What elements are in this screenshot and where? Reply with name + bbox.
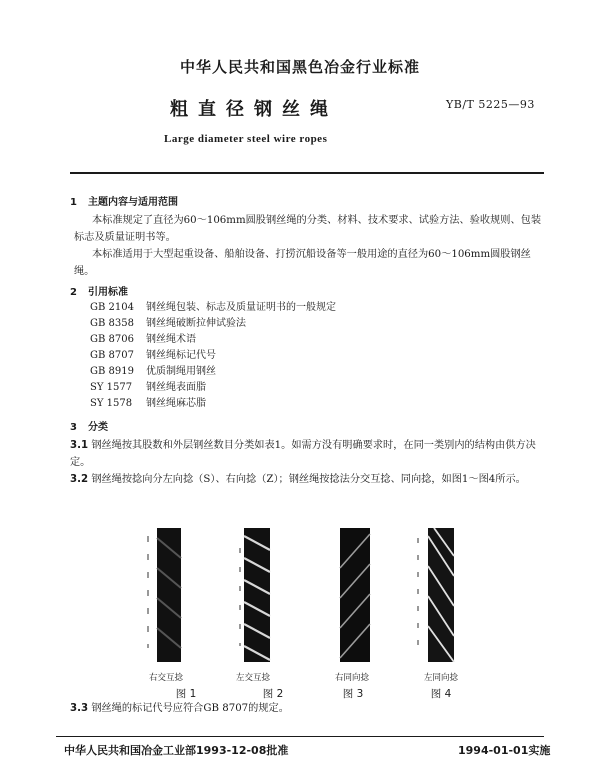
section-3-heading <box>70 418 108 433</box>
section-1-heading <box>70 193 178 208</box>
clause-3-3 <box>70 700 548 717</box>
reference-code: GB 8707 <box>90 350 134 361</box>
figure-3-caption: 右同向捻 <box>334 673 369 683</box>
section-2-heading <box>70 283 128 298</box>
implementation-date: 1994-01-01实施 <box>458 744 551 757</box>
figure-2-caption: 左交互捻 <box>235 673 270 683</box>
issuing-organization: 中华人民共和国黑色冶金行业标准 <box>179 58 420 76</box>
rope-figure-3-image <box>334 528 374 662</box>
figure-4-caption: 左同向捻 <box>423 673 458 683</box>
reference-code: SY 1577 <box>90 382 133 393</box>
rope-figure-2-image <box>236 528 276 662</box>
section-1-para-2-text: 本标准适用于大型起重设备、船舶设备、打捞沉船设备等一般用途的直径为60～106mm圆股钢丝绳。 <box>74 249 531 277</box>
figure-3-label: 图 3 <box>342 688 364 700</box>
reference-item <box>90 396 336 412</box>
clause-3-1 <box>70 437 548 471</box>
section-3-title: 分类 <box>88 422 108 433</box>
clause-3-3-text: 钢丝绳的标记代号应符合GB 8707的规定。 <box>91 703 289 714</box>
clause-3-2-number: 3.2 <box>70 474 89 485</box>
clause-3-2 <box>70 471 548 488</box>
title-english: Large diameter steel wire ropes <box>164 133 328 145</box>
reference-item <box>90 316 336 332</box>
reference-item <box>90 380 336 396</box>
figure-1-caption: 右交互捻 <box>148 673 183 683</box>
reference-item <box>90 348 336 364</box>
section-1-para-2 <box>74 246 546 280</box>
reference-code: SY 1578 <box>90 398 133 409</box>
reference-code: GB 8706 <box>90 334 134 345</box>
reference-item <box>90 364 336 380</box>
clause-3-1-number: 3.1 <box>70 440 89 451</box>
reference-item <box>90 300 336 316</box>
reference-list <box>90 300 336 412</box>
title-chinese: 粗直径钢丝绳 <box>170 99 338 120</box>
reference-title: 钢丝绳包装、标志及质量证明书的一般规定 <box>146 302 336 313</box>
standard-code: YB/T 5225—93 <box>446 98 535 111</box>
reference-title: 钢丝绳标记代号 <box>146 350 216 361</box>
section-1-para-1 <box>74 212 546 246</box>
clause-3-2-text: 钢丝绳按捻向分左向捻（S）、右向捻（Z）；钢丝绳按捻法分交互捻、同向捻，如图1～图4所示。 <box>91 474 526 485</box>
reference-title: 优质制绳用钢丝 <box>146 366 216 377</box>
clause-3-3-number: 3.3 <box>70 703 89 714</box>
section-3-number: 3 <box>70 422 77 433</box>
clause-3-1-text: 钢丝绳按其股数和外层钢丝数目分类如表1。如需方没有明确要求时，在同一类别内的结构由供方决定。 <box>70 440 536 468</box>
section-1-para-1-text: 本标准规定了直径为60～106mm圆股钢丝绳的分类、材料、技术要求、试验方法、验收规则、包装标志及质量证明书等。 <box>74 215 542 243</box>
section-1-title: 主题内容与适用范围 <box>88 197 178 208</box>
reference-title: 钢丝绳破断拉伸试验法 <box>146 318 246 329</box>
reference-item <box>90 332 336 348</box>
reference-code: GB 8358 <box>90 318 134 329</box>
figure-1-label: 图 1 <box>175 688 197 700</box>
reference-code: GB 8919 <box>90 366 134 377</box>
figure-4-label: 图 4 <box>430 688 452 700</box>
rope-figure-1-image <box>146 528 186 662</box>
figure-2-label: 图 2 <box>262 688 284 700</box>
reference-title: 钢丝绳术语 <box>146 334 196 345</box>
approval-statement: 中华人民共和国冶金工业部1993-12-08批准 <box>64 744 289 757</box>
reference-title: 钢丝绳麻芯脂 <box>146 398 206 409</box>
footer-rule <box>56 736 544 737</box>
reference-title: 钢丝绳表面脂 <box>146 382 206 393</box>
section-2-number: 2 <box>70 287 77 298</box>
rope-figure-4-image <box>416 528 456 662</box>
header-rule <box>70 172 544 174</box>
reference-code: GB 2104 <box>90 302 134 313</box>
section-2-title: 引用标准 <box>88 287 128 298</box>
section-1-number: 1 <box>70 197 77 208</box>
